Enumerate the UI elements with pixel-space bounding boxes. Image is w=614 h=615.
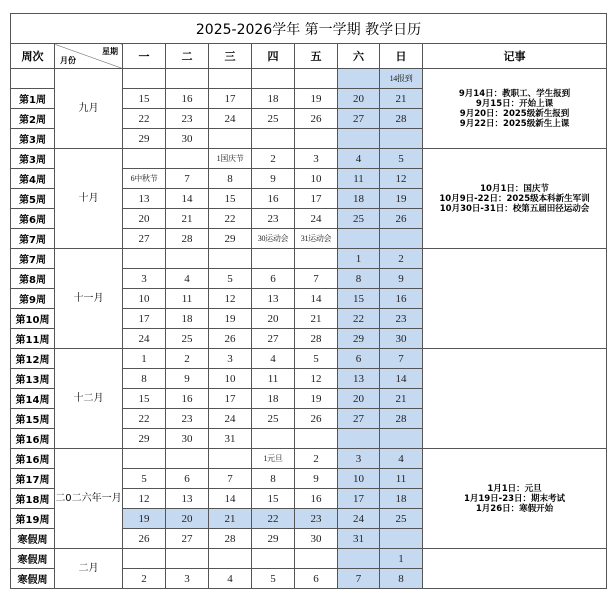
day-cell: 18 bbox=[166, 309, 209, 329]
day-cell: 27 bbox=[123, 229, 166, 249]
day-cell: 27 bbox=[338, 409, 380, 429]
notes-cell bbox=[423, 549, 607, 589]
day-cell: 12 bbox=[295, 369, 338, 389]
day-cell: 11 bbox=[166, 289, 209, 309]
week-label: 第8周 bbox=[11, 269, 55, 289]
day-cell bbox=[338, 129, 380, 149]
month-label: 十月 bbox=[55, 149, 123, 249]
day-cell: 4 bbox=[209, 569, 252, 589]
day-cell: 9 bbox=[295, 469, 338, 489]
day-cell bbox=[338, 549, 380, 569]
table-row bbox=[11, 549, 607, 569]
day-cell: 23 bbox=[166, 109, 209, 129]
day-cell: 27 bbox=[338, 109, 380, 129]
day-cell: 3 bbox=[123, 269, 166, 289]
day-cell: 31 bbox=[209, 429, 252, 449]
notes-cell bbox=[423, 349, 607, 449]
day-cell: 15 bbox=[338, 289, 380, 309]
day-cell: 22 bbox=[209, 209, 252, 229]
day-cell: 15 bbox=[209, 189, 252, 209]
day-cell: 14 bbox=[166, 189, 209, 209]
day-cell: 8 bbox=[123, 369, 166, 389]
table-row bbox=[11, 349, 607, 369]
day-cell: 12 bbox=[123, 489, 166, 509]
day-cell: 17 bbox=[209, 389, 252, 409]
day-cell bbox=[295, 129, 338, 149]
notes-cell bbox=[423, 149, 607, 249]
note-line: 1月19日-23日：期末考试 bbox=[463, 493, 566, 504]
day-cell bbox=[252, 129, 295, 149]
day-cell bbox=[380, 529, 423, 549]
day-cell: 24 bbox=[209, 109, 252, 129]
day-cell bbox=[123, 69, 166, 89]
day-cell bbox=[380, 129, 423, 149]
week-label: 第6周 bbox=[11, 209, 55, 229]
day-cell: 20 bbox=[252, 309, 295, 329]
day-cell bbox=[295, 549, 338, 569]
day-header-wed: 三 bbox=[209, 44, 252, 69]
day-cell bbox=[338, 429, 380, 449]
day-cell: 21 bbox=[380, 389, 423, 409]
day-cell: 13 bbox=[338, 369, 380, 389]
day-cell: 5 bbox=[252, 569, 295, 589]
day-cell: 30 bbox=[166, 129, 209, 149]
day-cell: 25 bbox=[380, 509, 423, 529]
day-cell: 24 bbox=[295, 209, 338, 229]
day-cell: 29 bbox=[338, 329, 380, 349]
day-cell: 14报到 bbox=[380, 69, 423, 89]
day-cell: 25 bbox=[166, 329, 209, 349]
day-cell bbox=[166, 69, 209, 89]
day-cell: 20 bbox=[166, 509, 209, 529]
day-cell: 21 bbox=[380, 89, 423, 109]
week-label: 第7周 bbox=[11, 229, 55, 249]
note-line: 10月9日-22日：2025级本科新生军训 bbox=[439, 193, 590, 204]
day-cell: 7 bbox=[295, 269, 338, 289]
day-cell: 5 bbox=[209, 269, 252, 289]
day-cell: 6 bbox=[338, 349, 380, 369]
day-cell: 17 bbox=[209, 89, 252, 109]
week-label: 第9周 bbox=[11, 289, 55, 309]
day-cell: 4 bbox=[252, 349, 295, 369]
day-cell: 28 bbox=[166, 229, 209, 249]
day-cell: 2 bbox=[380, 249, 423, 269]
day-cell: 16 bbox=[252, 189, 295, 209]
week-label: 第5周 bbox=[11, 189, 55, 209]
month-label: 九月 bbox=[55, 69, 123, 149]
day-cell: 27 bbox=[252, 329, 295, 349]
day-cell: 15 bbox=[123, 389, 166, 409]
day-cell: 7 bbox=[166, 169, 209, 189]
note-line: 10月1日：国庆节 bbox=[480, 183, 549, 194]
day-cell bbox=[252, 249, 295, 269]
day-cell: 14 bbox=[295, 289, 338, 309]
day-cell: 8 bbox=[380, 569, 423, 589]
day-cell: 29 bbox=[252, 529, 295, 549]
day-cell bbox=[209, 249, 252, 269]
week-label: 第16周 bbox=[11, 449, 55, 469]
day-cell: 18 bbox=[252, 389, 295, 409]
day-cell: 1 bbox=[380, 549, 423, 569]
day-cell: 4 bbox=[338, 149, 380, 169]
week-label: 第1周 bbox=[11, 89, 55, 109]
day-cell: 19 bbox=[380, 189, 423, 209]
week-label: 第13周 bbox=[11, 369, 55, 389]
week-label: 寒假周 bbox=[11, 569, 55, 589]
day-cell bbox=[295, 249, 338, 269]
day-cell: 29 bbox=[123, 429, 166, 449]
day-cell: 19 bbox=[295, 389, 338, 409]
notes-cell bbox=[423, 449, 607, 549]
note-line: 9月20日：2025级新生报到 bbox=[459, 108, 570, 119]
day-cell: 5 bbox=[295, 349, 338, 369]
day-cell bbox=[295, 429, 338, 449]
day-cell: 23 bbox=[295, 509, 338, 529]
week-label: 第2周 bbox=[11, 109, 55, 129]
week-label: 第10周 bbox=[11, 309, 55, 329]
day-cell: 20 bbox=[338, 389, 380, 409]
day-cell: 6 bbox=[166, 469, 209, 489]
day-cell: 3 bbox=[209, 349, 252, 369]
day-cell: 15 bbox=[252, 489, 295, 509]
day-cell: 14 bbox=[380, 369, 423, 389]
day-cell: 5 bbox=[380, 149, 423, 169]
day-cell: 19 bbox=[123, 509, 166, 529]
day-cell: 13 bbox=[123, 189, 166, 209]
day-cell bbox=[295, 69, 338, 89]
day-cell bbox=[123, 149, 166, 169]
day-cell: 8 bbox=[209, 169, 252, 189]
calendar-title: 2025-2026学年 第一学期 教学日历 bbox=[11, 14, 607, 44]
month-label: 二月 bbox=[55, 549, 123, 589]
day-cell bbox=[166, 549, 209, 569]
day-cell: 12 bbox=[380, 169, 423, 189]
day-cell: 22 bbox=[123, 109, 166, 129]
day-cell: 11 bbox=[252, 369, 295, 389]
day-cell: 30 bbox=[295, 529, 338, 549]
day-cell: 10 bbox=[338, 469, 380, 489]
day-cell: 19 bbox=[209, 309, 252, 329]
day-cell: 2 bbox=[295, 449, 338, 469]
month-label: 十二月 bbox=[55, 349, 123, 449]
day-cell: 22 bbox=[338, 309, 380, 329]
day-cell: 9 bbox=[380, 269, 423, 289]
week-label: 第11周 bbox=[11, 329, 55, 349]
day-cell: 1 bbox=[338, 249, 380, 269]
day-cell: 1国庆节 bbox=[209, 149, 252, 169]
day-cell bbox=[209, 129, 252, 149]
day-cell: 18 bbox=[380, 489, 423, 509]
day-header-mon: 一 bbox=[123, 44, 166, 69]
day-cell bbox=[338, 69, 380, 89]
day-cell bbox=[380, 229, 423, 249]
day-cell: 31运动会 bbox=[295, 229, 338, 249]
day-cell bbox=[166, 449, 209, 469]
day-cell: 4 bbox=[380, 449, 423, 469]
day-cell: 7 bbox=[380, 349, 423, 369]
day-header-sat: 六 bbox=[338, 44, 380, 69]
day-cell bbox=[123, 449, 166, 469]
note-line: 9月14日：教职工、学生报到 bbox=[458, 88, 571, 99]
day-cell: 25 bbox=[252, 409, 295, 429]
day-cell: 18 bbox=[252, 89, 295, 109]
day-cell: 17 bbox=[123, 309, 166, 329]
day-cell bbox=[209, 549, 252, 569]
day-cell: 13 bbox=[166, 489, 209, 509]
day-cell: 11 bbox=[380, 469, 423, 489]
table-row bbox=[11, 249, 607, 269]
day-cell: 28 bbox=[209, 529, 252, 549]
day-cell: 27 bbox=[166, 529, 209, 549]
day-cell: 24 bbox=[209, 409, 252, 429]
notes-column-header: 记事 bbox=[423, 44, 607, 69]
day-cell: 17 bbox=[295, 189, 338, 209]
diagonal-header-cell bbox=[55, 44, 123, 69]
week-label: 第12周 bbox=[11, 349, 55, 369]
day-cell: 28 bbox=[295, 329, 338, 349]
day-cell: 7 bbox=[209, 469, 252, 489]
day-cell: 10 bbox=[295, 169, 338, 189]
day-cell: 16 bbox=[166, 389, 209, 409]
day-cell: 28 bbox=[380, 109, 423, 129]
week-label: 第7周 bbox=[11, 249, 55, 269]
day-cell: 26 bbox=[295, 109, 338, 129]
day-cell: 3 bbox=[338, 449, 380, 469]
day-cell: 14 bbox=[209, 489, 252, 509]
day-cell: 13 bbox=[252, 289, 295, 309]
day-cell: 30运动会 bbox=[252, 229, 295, 249]
week-label: 第3周 bbox=[11, 149, 55, 169]
day-header-sun: 日 bbox=[380, 44, 423, 69]
day-cell: 8 bbox=[338, 269, 380, 289]
day-cell: 1元旦 bbox=[252, 449, 295, 469]
day-cell bbox=[209, 449, 252, 469]
week-label: 寒假周 bbox=[11, 529, 55, 549]
day-cell: 18 bbox=[338, 189, 380, 209]
day-cell: 6 bbox=[295, 569, 338, 589]
day-cell: 26 bbox=[295, 409, 338, 429]
note-line: 1月1日：元旦 bbox=[487, 483, 542, 494]
day-cell: 20 bbox=[338, 89, 380, 109]
week-label: 第19周 bbox=[11, 509, 55, 529]
day-cell: 26 bbox=[380, 209, 423, 229]
day-cell bbox=[252, 69, 295, 89]
week-label: 第17周 bbox=[11, 469, 55, 489]
day-cell: 23 bbox=[252, 209, 295, 229]
day-cell: 24 bbox=[123, 329, 166, 349]
day-cell: 25 bbox=[252, 109, 295, 129]
day-cell: 17 bbox=[338, 489, 380, 509]
day-cell: 23 bbox=[166, 409, 209, 429]
day-cell: 16 bbox=[380, 289, 423, 309]
day-cell: 20 bbox=[123, 209, 166, 229]
day-cell bbox=[380, 429, 423, 449]
day-cell: 9 bbox=[166, 369, 209, 389]
day-cell: 2 bbox=[123, 569, 166, 589]
day-cell: 30 bbox=[166, 429, 209, 449]
day-cell: 5 bbox=[123, 469, 166, 489]
week-column-header: 周次 bbox=[11, 44, 55, 69]
day-cell: 10 bbox=[209, 369, 252, 389]
day-cell: 26 bbox=[123, 529, 166, 549]
week-label bbox=[11, 69, 55, 89]
day-cell bbox=[209, 69, 252, 89]
week-label: 第14周 bbox=[11, 389, 55, 409]
day-header-fri: 五 bbox=[295, 44, 338, 69]
day-cell: 1 bbox=[123, 349, 166, 369]
week-label: 第3周 bbox=[11, 129, 55, 149]
teaching-calendar-table bbox=[10, 13, 607, 589]
day-cell: 29 bbox=[123, 129, 166, 149]
note-line: 9月22日：2025级新生上课 bbox=[459, 118, 570, 129]
notes-cell bbox=[423, 249, 607, 349]
day-cell: 3 bbox=[166, 569, 209, 589]
day-cell: 6中秋节 bbox=[123, 169, 166, 189]
day-cell bbox=[166, 149, 209, 169]
note-line: 10月30日-31日：校第五届田径运动会 bbox=[439, 203, 590, 214]
week-label: 第15周 bbox=[11, 409, 55, 429]
diag-weekday-label: 星期 bbox=[102, 47, 118, 56]
day-cell: 23 bbox=[380, 309, 423, 329]
day-cell: 21 bbox=[295, 309, 338, 329]
day-cell: 7 bbox=[338, 569, 380, 589]
day-cell bbox=[166, 249, 209, 269]
day-header-thu: 四 bbox=[252, 44, 295, 69]
day-cell: 16 bbox=[295, 489, 338, 509]
notes-cell bbox=[423, 69, 607, 149]
day-cell: 22 bbox=[252, 509, 295, 529]
day-cell: 21 bbox=[166, 209, 209, 229]
table-row bbox=[11, 69, 607, 89]
day-cell bbox=[123, 249, 166, 269]
day-cell: 2 bbox=[252, 149, 295, 169]
day-cell: 19 bbox=[295, 89, 338, 109]
day-cell: 30 bbox=[380, 329, 423, 349]
day-cell bbox=[338, 229, 380, 249]
day-cell: 11 bbox=[338, 169, 380, 189]
day-cell: 31 bbox=[338, 529, 380, 549]
day-cell bbox=[252, 549, 295, 569]
day-cell: 29 bbox=[209, 229, 252, 249]
day-cell: 16 bbox=[166, 89, 209, 109]
day-cell: 28 bbox=[380, 409, 423, 429]
day-cell: 3 bbox=[295, 149, 338, 169]
week-label: 寒假周 bbox=[11, 549, 55, 569]
week-label: 第18周 bbox=[11, 489, 55, 509]
day-cell: 22 bbox=[123, 409, 166, 429]
day-cell: 10 bbox=[123, 289, 166, 309]
month-label: 二0二六年一月 bbox=[55, 449, 123, 549]
day-cell: 24 bbox=[338, 509, 380, 529]
day-cell: 4 bbox=[166, 269, 209, 289]
day-cell: 8 bbox=[252, 469, 295, 489]
week-label: 第16周 bbox=[11, 429, 55, 449]
day-cell bbox=[252, 429, 295, 449]
table-row bbox=[11, 149, 607, 169]
day-cell: 15 bbox=[123, 89, 166, 109]
header-row bbox=[11, 44, 607, 69]
note-line: 1月26日：寒假开始 bbox=[475, 503, 554, 514]
diag-month-label: 月份 bbox=[60, 56, 76, 65]
day-cell: 21 bbox=[209, 509, 252, 529]
day-cell: 9 bbox=[252, 169, 295, 189]
note-line: 9月15日：开始上课 bbox=[475, 98, 554, 109]
day-cell bbox=[123, 549, 166, 569]
day-cell: 2 bbox=[166, 349, 209, 369]
table-row bbox=[11, 449, 607, 469]
month-label: 十一月 bbox=[55, 249, 123, 349]
day-cell: 6 bbox=[252, 269, 295, 289]
day-header-tue: 二 bbox=[166, 44, 209, 69]
day-cell: 26 bbox=[209, 329, 252, 349]
week-label: 第4周 bbox=[11, 169, 55, 189]
day-cell: 12 bbox=[209, 289, 252, 309]
day-cell: 25 bbox=[338, 209, 380, 229]
